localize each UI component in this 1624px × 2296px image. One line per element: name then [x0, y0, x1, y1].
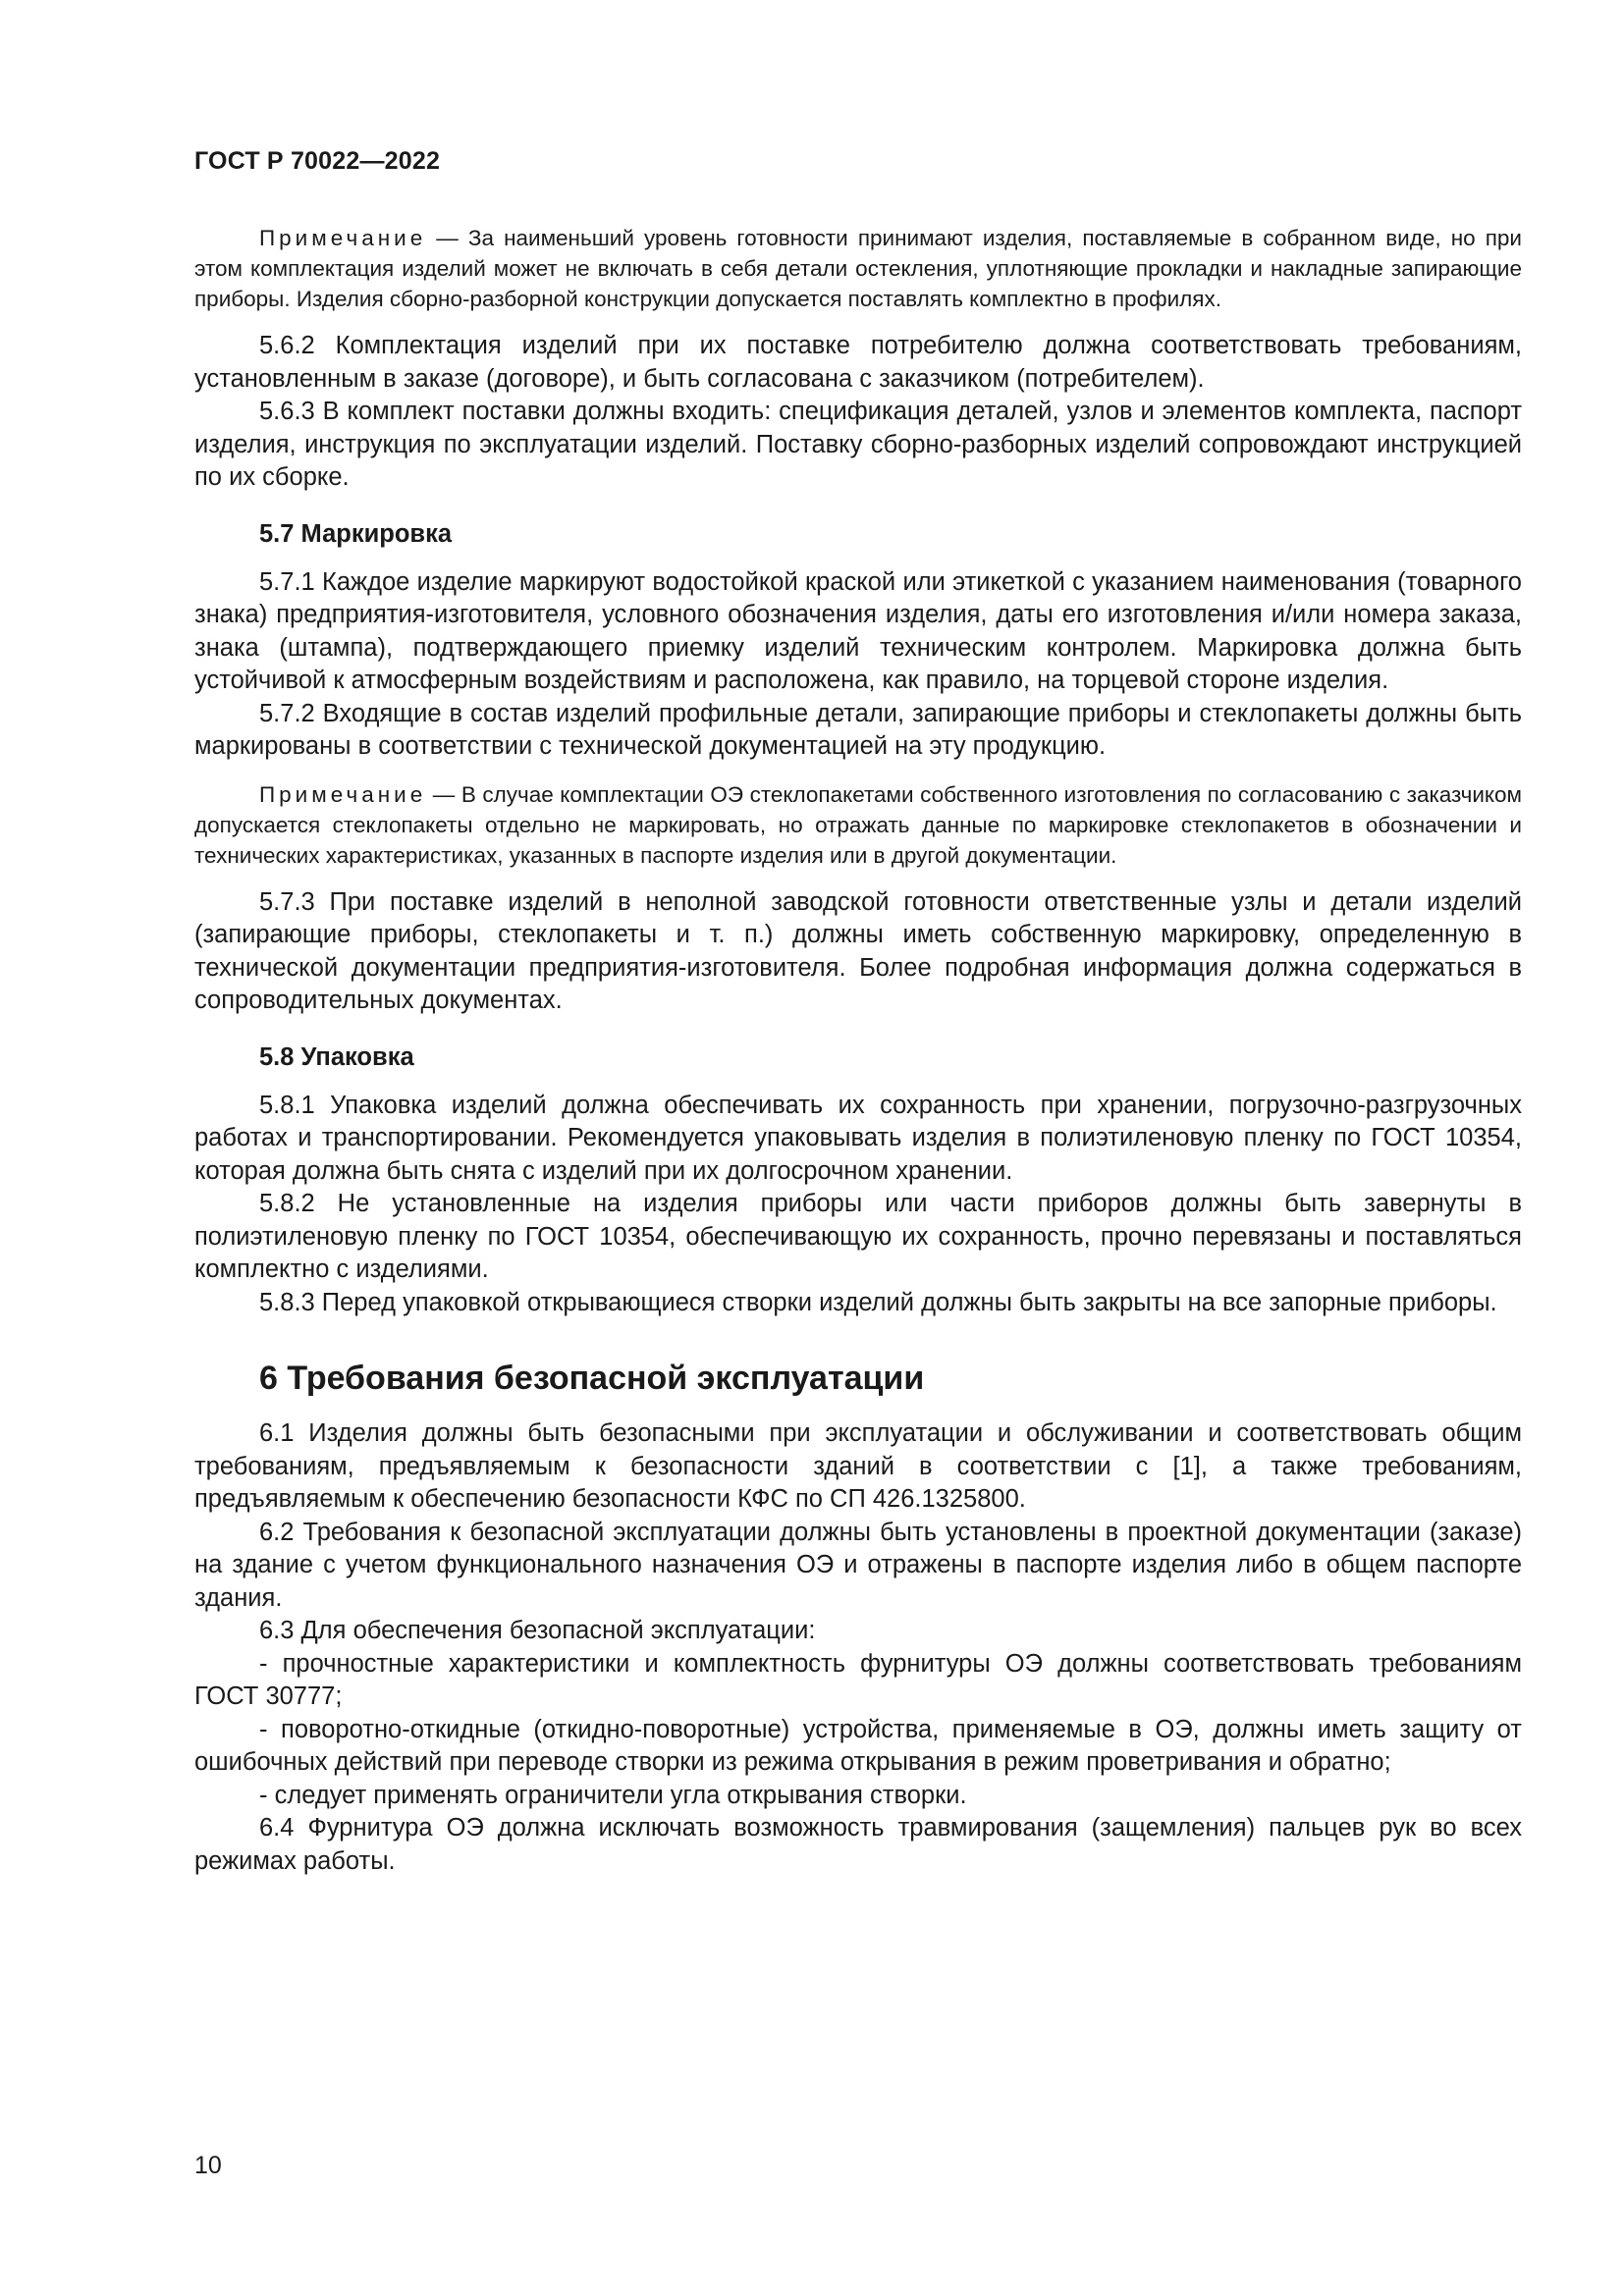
note-text: В случае комплектации ОЭ стеклопакетами собственного изготовления по согласованию с заказчиком допускается стеклопакеты отдельно не маркировать, но отражать данные по маркировке стеклопакетов в обозначении и технических характеристиках, указанных в паспорте изделия или в другой документации.	[194, 781, 1522, 868]
clause-5-8-1: 5.8.1 Упаковка изделий должна обеспечивать их сохранность при хранении, погрузочно-разгрузочных работах и транспортировании. Рекомендуется упаковывать изделия в полиэтиленовую пленку по ГОСТ 10354, которая должна быть снята с изделий при их долгосрочном хранении.	[194, 1091, 1522, 1185]
clause-6-3: 6.3 Для обеспечения безопасной эксплуатации:	[259, 1617, 816, 1644]
clause-5-7-3: 5.7.3 При поставке изделий в неполной заводской готовности ответственные узлы и детали изделий (запирающие приборы, стеклопакеты и т. п.) должны иметь собственную маркировку, определенную в технической документации предприятия-изготовителя. Более подробная информация должна содержаться в сопроводительных документах.	[194, 887, 1522, 1014]
note-label: Примечание	[259, 226, 427, 250]
clause-5-6-2: 5.6.2 Комплектация изделий при их поставке потребителю должна соответствовать требованиям, установленным в заказе (договоре), и быть согласована с заказчиком (потребителем).	[194, 332, 1522, 393]
document-page	[194, 147, 1522, 1878]
clause-5-6-3: 5.6.3 В комплект поставки должны входить: спецификация деталей, узлов и элементов комплекта, паспорт изделия, инструкция по эксплуатации изделий. Поставку сборно-разборных изделий сопровождают инструкцией по их сборке.	[194, 398, 1522, 491]
subsection-heading-5-7: 5.7 Маркировка	[259, 519, 453, 548]
note-label: Примечание	[259, 781, 427, 807]
note-dash: —	[426, 226, 468, 250]
page-number: 10	[194, 2152, 222, 2179]
list-item: - следует применять ограничители угла открывания створки.	[259, 1781, 967, 1809]
standard-header: ГОСТ Р 70022—2022	[194, 147, 441, 175]
note-paragraph	[194, 779, 1522, 871]
clause-5-7-2: 5.7.2 Входящие в состав изделий профильные детали, запирающие приборы и стеклопакеты должны быть маркированы в соответствии с технической документацией на эту продукцию.	[194, 699, 1522, 760]
note-paragraph	[194, 223, 1522, 314]
clause-6-4: 6.4 Фурнитура ОЭ должна исключать возможность травмирования (защемления) пальцев рук во всех режимах работы.	[194, 1814, 1522, 1875]
clause-5-8-3: 5.8.3 Перед упаковкой открывающиеся створки изделий должны быть закрыты на все запорные приборы.	[259, 1288, 1497, 1316]
clause-6-1: 6.1 Изделия должны быть безопасными при эксплуатации и обслуживании и соответствовать общим требованиям, предъявляемым к безопасности зданий в соответствии с [1], а также требованиям, предъявляемым к обеспечению безопасности КФС по СП 426.1325800.	[194, 1419, 1522, 1513]
list-item: - прочностные характеристики и комплектность фурнитуры ОЭ должны соответствовать требованиям ГОСТ 30777;	[194, 1649, 1522, 1710]
clause-6-2: 6.2 Требования к безопасной эксплуатации должны быть установлены в проектной документации (заказе) на здание с учетом функционального назначения ОЭ и отражены в паспорте изделия либо в общем паспорте здания.	[194, 1518, 1522, 1612]
section-heading-6: 6 Требования безопасной эксплуатации	[259, 1360, 925, 1397]
note-dash: —	[426, 781, 461, 807]
note-text: За наименьший уровень готовности принимают изделия, поставляемые в собранном виде, но при этом комплектация изделий может не включать в себя детали остекления, уплотняющие прокладки и накладные запирающие приборы. Изделия сборно-разборной конструкции допускается поставлять комплектно в профилях.	[194, 226, 1522, 311]
clause-5-7-1: 5.7.1 Каждое изделие маркируют водостойкой краской или этикеткой с указанием наименования (товарного знака) предприятия-изготовителя, условного обозначения изделия, даты его изготовления и/или номера заказа, знака (штампа), подтверждающего приемку изделий техническим контролем. Маркировка должна быть устойчивой к атмосферным воздействиям и расположена, как правило, на торцевой стороне изделия.	[194, 567, 1522, 694]
subsection-heading-5-8: 5.8 Упаковка	[259, 1042, 414, 1071]
clause-5-8-2: 5.8.2 Не установленные на изделия приборы или части приборов должны быть завернуты в полиэтиленовую пленку по ГОСТ 10354, обеспечивающую их сохранность, прочно перевязаны и поставляться комплектно с изделиями.	[194, 1190, 1522, 1283]
list-item: - поворотно-откидные (откидно-поворотные) устройства, применяемые в ОЭ, должны иметь защиту от ошибочных действий при переводе створки из режима открывания в режим проветривания и обратно;	[194, 1715, 1522, 1776]
